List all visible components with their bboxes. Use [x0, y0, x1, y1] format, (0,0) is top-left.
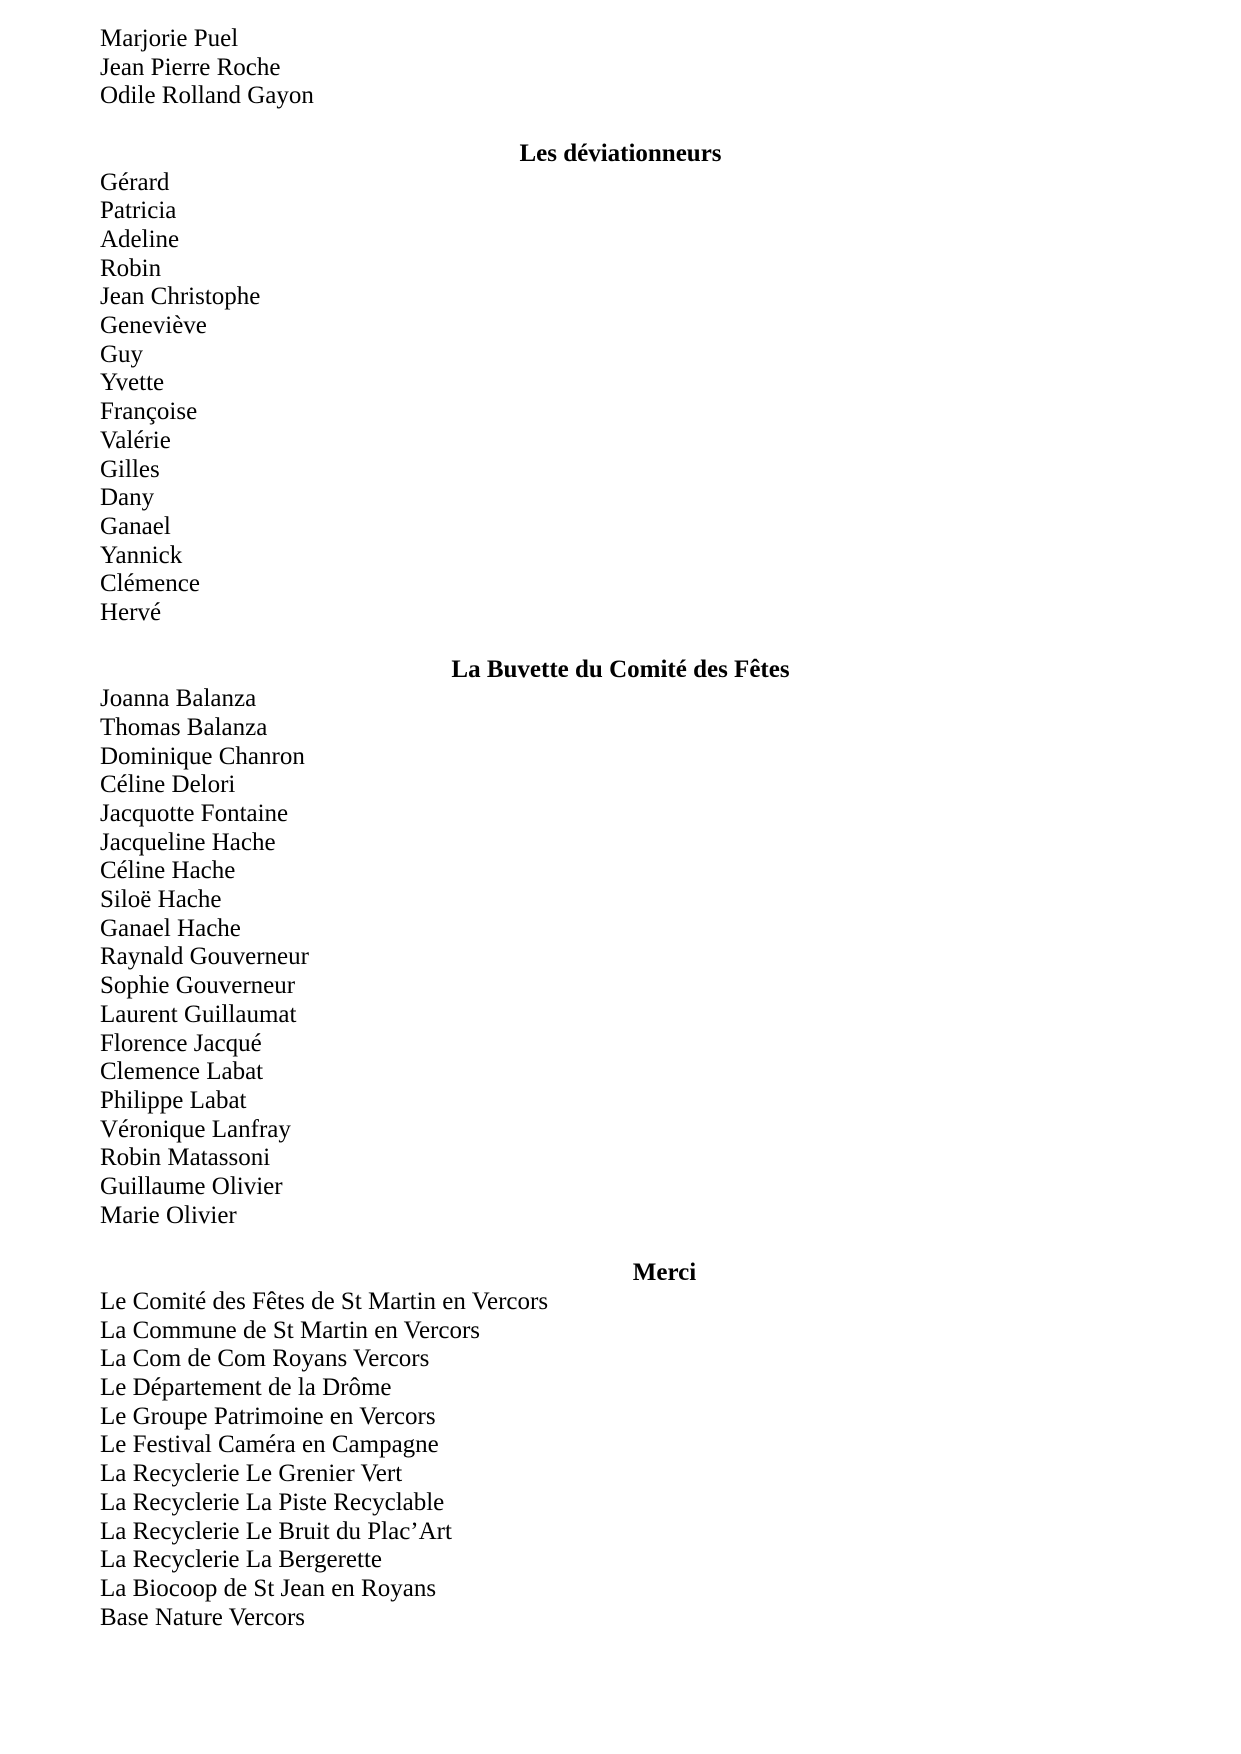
list-item: Françoise — [100, 398, 198, 426]
intro-names — [100, 25, 1141, 111]
list-item: La Recyclerie Le Bruit du Plac’Art — [100, 1517, 452, 1545]
section-heading: Les déviationneurs — [519, 139, 722, 167]
list-item: Guillaume Olivier — [100, 1173, 283, 1201]
list-item: La Recyclerie La Piste Recyclable — [100, 1488, 445, 1516]
list-item: La Com de Com Royans Vercors — [100, 1345, 430, 1373]
list-item: Robin — [100, 254, 162, 282]
list-item: Gilles — [100, 455, 160, 483]
list-item: Dominique Chanron — [100, 742, 305, 770]
list-item: Sophie Gouverneur — [100, 972, 296, 1000]
list-item: Laurent Guillaumat — [100, 1000, 297, 1028]
list-item: Raynald Gouverneur — [100, 943, 309, 971]
list-item: Jean Christophe — [100, 283, 261, 311]
list-item: Robin Matassoni — [100, 1144, 271, 1172]
list-item: Véronique Lanfray — [100, 1115, 291, 1143]
list-item: Yannick — [100, 541, 183, 569]
list-item: Geneviève — [100, 312, 207, 340]
list-item: Florence Jacqué — [100, 1029, 262, 1057]
section-merci — [100, 1259, 1141, 1632]
list-item: Ganael — [100, 512, 171, 540]
list-item: La Biocoop de St Jean en Royans — [100, 1574, 437, 1602]
list-item: La Recyclerie La Bergerette — [100, 1546, 383, 1574]
intro-name: Odile Rolland Gayon — [100, 82, 314, 110]
list-item: Siloë Hache — [100, 886, 222, 914]
section-heading: Merci — [632, 1259, 697, 1287]
list-item: Clémence — [100, 570, 200, 598]
list-item: Base Nature Vercors — [100, 1603, 306, 1631]
list-item: Céline Hache — [100, 857, 236, 885]
list-item: La Commune de St Martin en Vercors — [100, 1316, 481, 1344]
list-item: Le Département de la Drôme — [100, 1374, 392, 1401]
list-item: Dany — [100, 484, 155, 512]
list-item: Thomas Balanza — [100, 713, 268, 741]
list-item: Le Groupe Patrimoine en Vercors — [100, 1402, 436, 1430]
section-heading: La Buvette du Comité des Fêtes — [451, 656, 790, 684]
list-item: Jacquotte Fontaine — [100, 799, 289, 827]
list-item: Yvette — [100, 369, 165, 397]
list-item: Valérie — [100, 426, 171, 454]
section-buvette — [100, 656, 1141, 1230]
list-item: Jacqueline Hache — [100, 828, 276, 856]
list-item: Clemence Labat — [100, 1058, 264, 1086]
list-item: Le Festival Caméra en Campagne — [100, 1431, 439, 1459]
list-item: Ganael Hache — [100, 914, 241, 942]
list-item: Gérard — [100, 168, 170, 196]
intro-name: Marjorie Puel — [100, 25, 239, 52]
list-item: Joanna Balanza — [100, 685, 257, 713]
list-item: Patricia — [100, 197, 177, 225]
list-item: Philippe Labat — [100, 1086, 247, 1114]
list-item: Hervé — [100, 599, 162, 627]
intro-name: Jean Pierre Roche — [100, 53, 281, 81]
list-item: Adeline — [100, 225, 180, 253]
list-item: Marie Olivier — [100, 1201, 237, 1229]
list-item: Le Comité des Fêtes de St Martin en Vercors — [100, 1287, 549, 1315]
list-item: La Recyclerie Le Grenier Vert — [100, 1460, 403, 1488]
section-deviationneurs — [100, 140, 1141, 628]
list-item: Guy — [100, 340, 144, 368]
list-item: Céline Delori — [100, 771, 236, 799]
